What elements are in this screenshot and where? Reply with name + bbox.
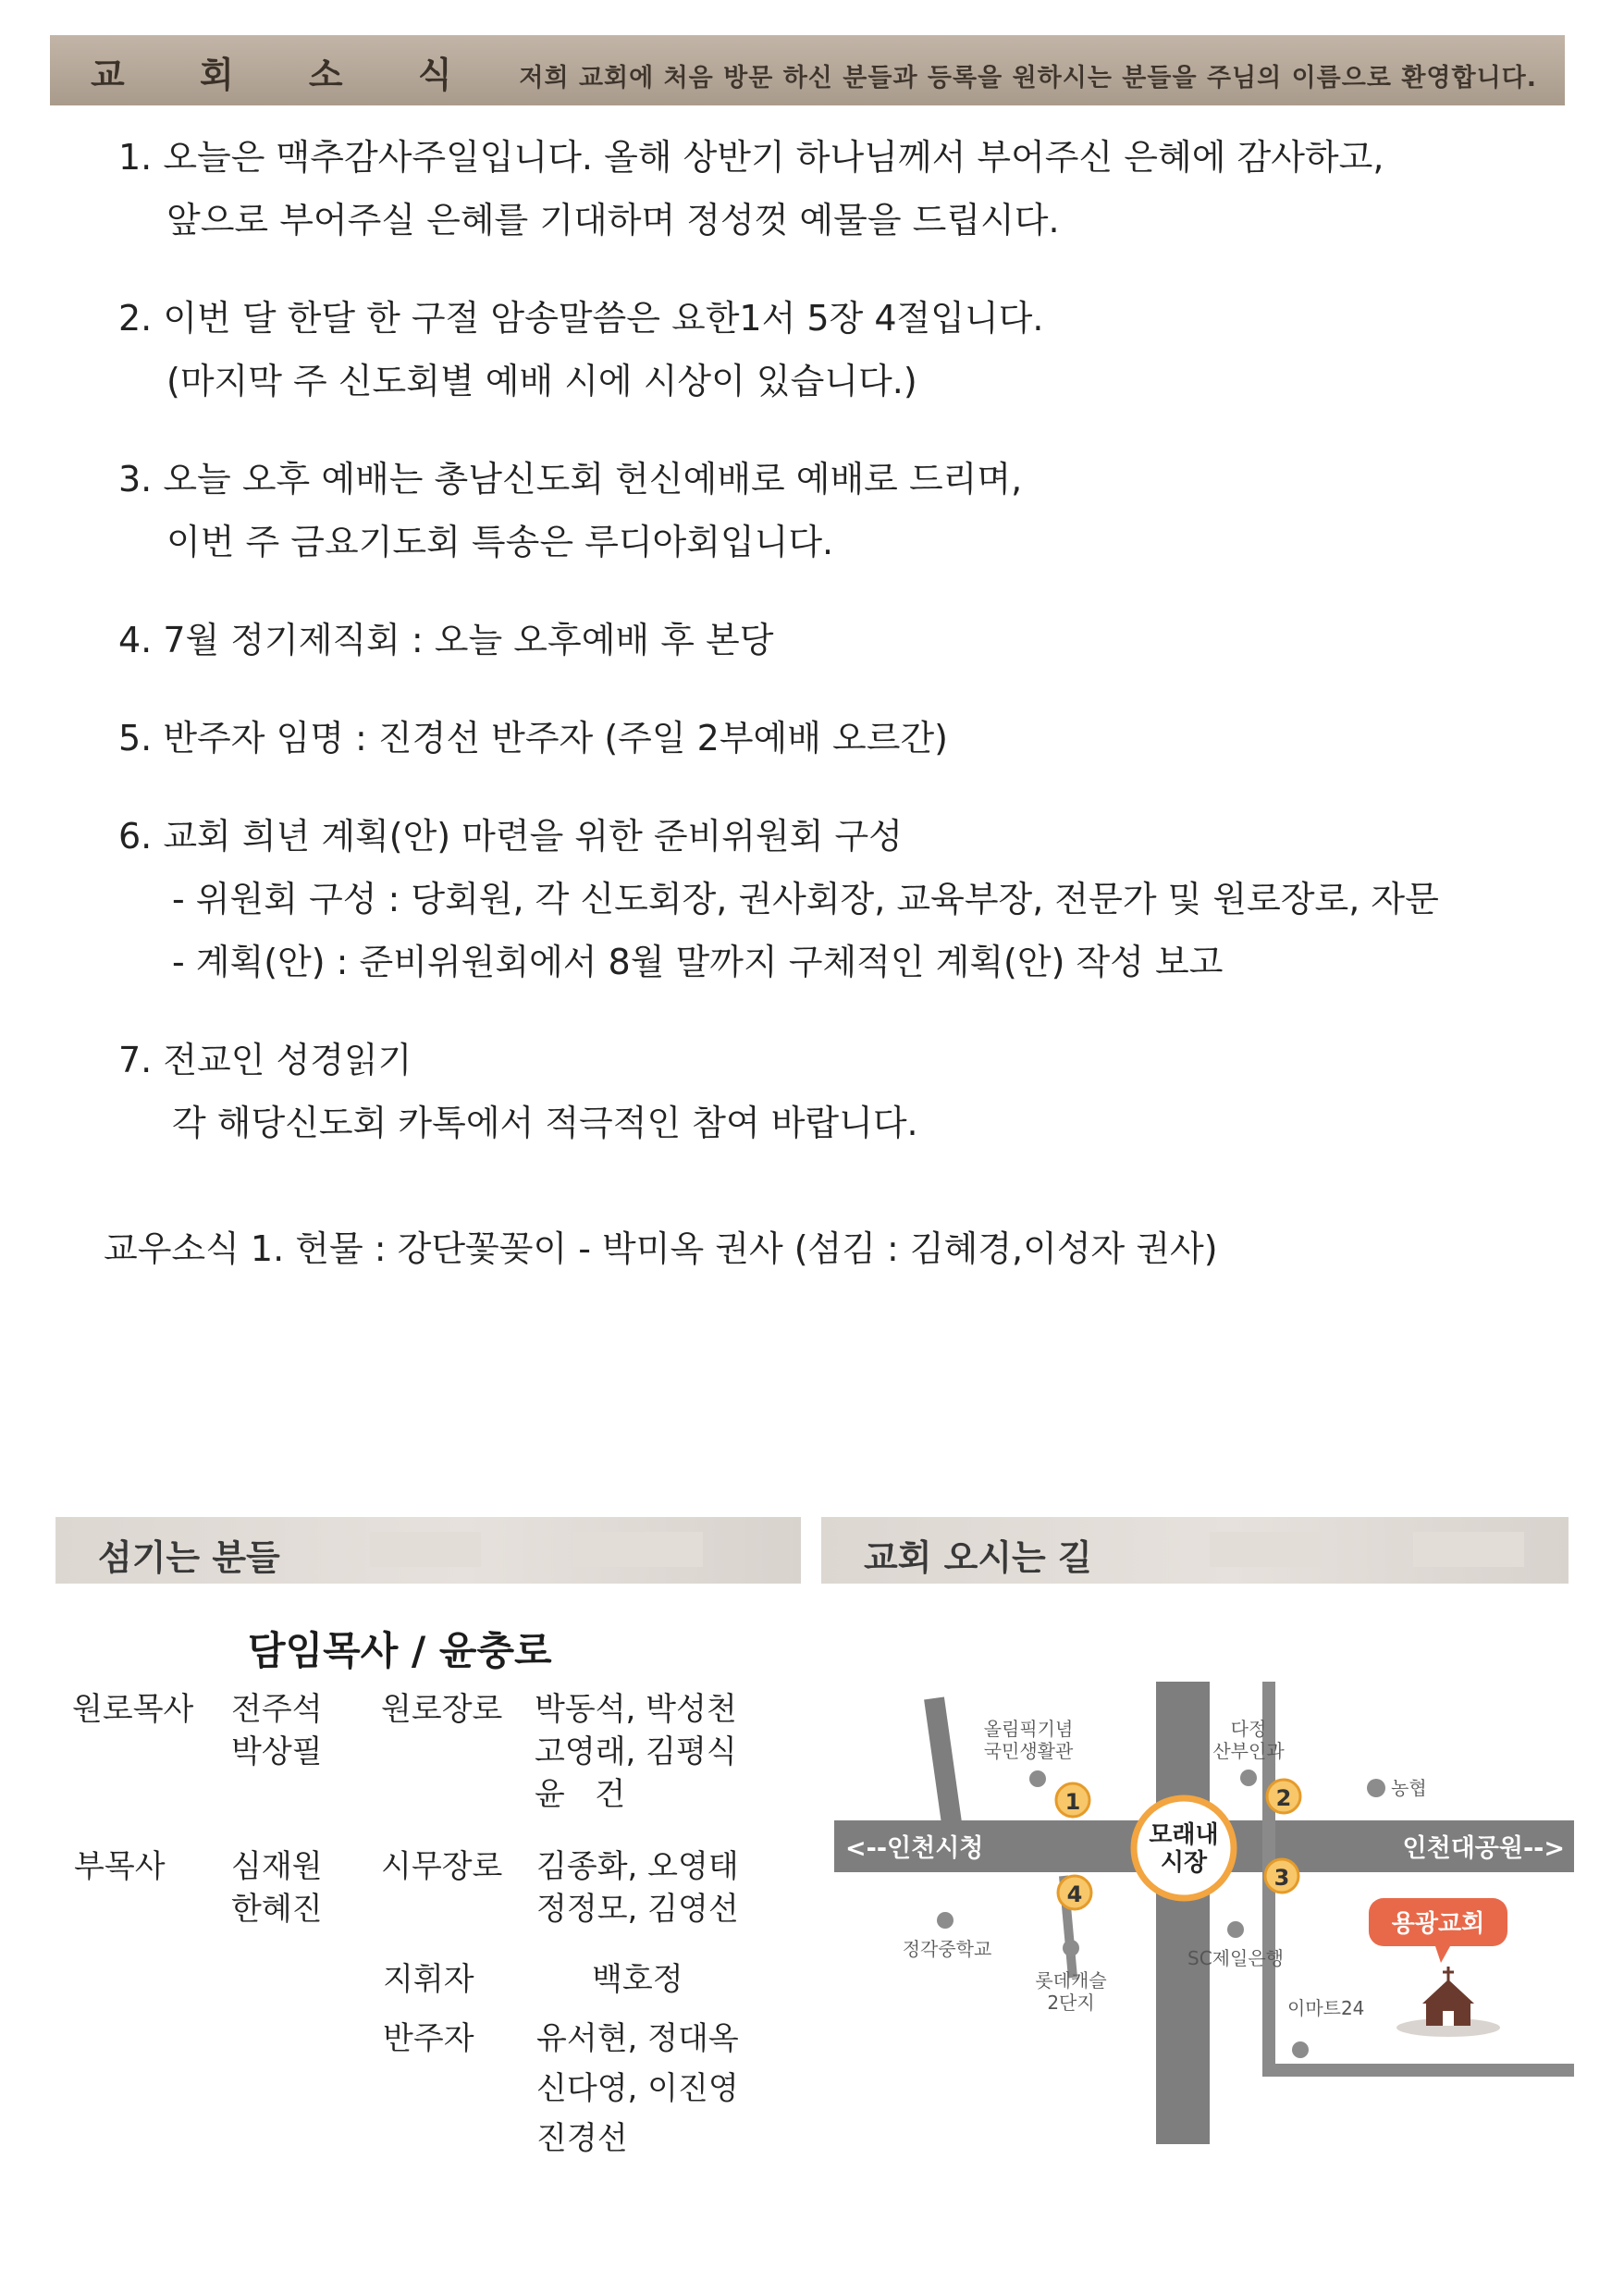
exit-2-label: 2 bbox=[1275, 1785, 1292, 1811]
exit-1-label: 1 bbox=[1064, 1789, 1081, 1815]
church-badge-pointer bbox=[1435, 1946, 1450, 1963]
center-line-1: 모래내 bbox=[1149, 1821, 1219, 1849]
landmark-sc-bank: SC제일은행 bbox=[1187, 1947, 1284, 1969]
notice-5: 5. 반주자 임명 : 진경선 반주자 (주일 2부예배 오르간) bbox=[118, 718, 948, 758]
header-bar bbox=[50, 35, 1565, 105]
elder-names: 정정모, 김영선 bbox=[536, 1891, 739, 1928]
emeritus-elder-names: 고영래, 김평식 bbox=[535, 1733, 737, 1770]
emeritus-pastor-name: 박상필 bbox=[231, 1733, 323, 1770]
notice-7-line-2: 각 해당신도회 카톡에서 적극적인 참여 바랍니다. bbox=[172, 1103, 918, 1143]
left-road-label: <--인천시청 bbox=[845, 1834, 984, 1863]
role-label-associate-pastor: 부목사 bbox=[74, 1848, 166, 1885]
landmark-dot bbox=[1367, 1779, 1385, 1797]
notice-4: 4. 7월 정기제직회 : 오늘 오후예배 후 본당 bbox=[118, 620, 774, 660]
landmark-dot bbox=[937, 1912, 953, 1929]
accompanist-names: 유서현, 정대옥 bbox=[536, 2020, 739, 2057]
welcome-message: 저희 교회에 처음 방문 하신 분들과 등록을 원하시는 분들을 주님의 이름으로 환영합니다. bbox=[519, 64, 1537, 92]
emeritus-pastor-name: 전주석 bbox=[231, 1691, 323, 1728]
notice-2-line-2: (마지막 주 신도회별 예배 시에 시상이 있습니다.) bbox=[166, 361, 917, 401]
notice-3-line-1: 3. 오늘 오후 예배는 총남신도회 헌신예배로 예배로 드리며, bbox=[118, 459, 1023, 500]
road bbox=[934, 1698, 953, 1830]
staff-section-bar bbox=[55, 1517, 801, 1584]
notice-1-line-1: 1. 오늘은 맥추감사주일입니다. 올해 상반기 하나님께서 부어주신 은혜에 감사하고, bbox=[118, 137, 1384, 178]
landmark-dot bbox=[1227, 1921, 1244, 1938]
church-name: 용광교회 bbox=[1391, 1910, 1485, 1938]
church-icon bbox=[1396, 1967, 1500, 2037]
associate-pastor-name: 심재원 bbox=[231, 1848, 323, 1885]
landmark-clinic-1: 다정 bbox=[1230, 1718, 1267, 1740]
senior-pastor: 담임목사 / 윤충로 bbox=[248, 1628, 552, 1673]
notice-6-line-2: - 위원회 구성 : 당회원, 각 신도회장, 권사회장, 교육부장, 전문가 및 원로장로, 자문 bbox=[172, 879, 1439, 919]
right-road-label: 인천대공원--> bbox=[1402, 1834, 1565, 1863]
faded-pattern bbox=[370, 1532, 481, 1567]
exit-3-label: 3 bbox=[1273, 1865, 1290, 1891]
faded-pattern bbox=[1210, 1532, 1321, 1567]
role-label-conductor: 지휘자 bbox=[383, 1961, 474, 1998]
landmark-clinic-2: 산부인과 bbox=[1212, 1740, 1285, 1762]
landmark-olympic-2: 국민생활관 bbox=[983, 1740, 1074, 1762]
notice-6-line-1: 6. 교회 희년 계획(안) 마련을 위한 준비위원회 구성 bbox=[118, 816, 903, 857]
role-label-emeritus-elder: 원로장로 bbox=[381, 1691, 503, 1728]
role-label-accompanist: 반주자 bbox=[383, 2020, 474, 2057]
notice-6-line-3: - 계획(안) : 준비위원회에서 8월 말까지 구체적인 계획(안) 작성 보고 bbox=[172, 942, 1224, 982]
conductor-name: 백호정 bbox=[592, 1961, 683, 1998]
landmark-nonghyup: 농협 bbox=[1391, 1777, 1427, 1799]
landmark-dot bbox=[1292, 2041, 1309, 2058]
staff-section-title: 섬기는 분들 bbox=[98, 1537, 280, 1578]
road-vertical bbox=[1156, 1682, 1210, 2144]
landmark-dot bbox=[1240, 1770, 1257, 1786]
landmark-olympic-1: 올림픽기념 bbox=[983, 1718, 1074, 1740]
faded-pattern bbox=[573, 1532, 703, 1567]
role-label-elder: 시무장로 bbox=[381, 1848, 503, 1885]
landmark-school: 정각중학교 bbox=[902, 1938, 992, 1960]
section-title-church-news: 교 회 소 식 bbox=[91, 55, 484, 95]
role-label-emeritus-pastor: 원로목사 bbox=[72, 1691, 194, 1728]
faded-pattern bbox=[1413, 1532, 1524, 1567]
map-section-bar bbox=[821, 1517, 1569, 1584]
emeritus-elder-names: 윤 건 bbox=[535, 1776, 626, 1813]
accompanist-names: 진경선 bbox=[536, 2120, 628, 2157]
notice-3-line-2: 이번 주 금요기도회 특송은 루디아회입니다. bbox=[166, 522, 834, 562]
directions-map bbox=[834, 1682, 1574, 2163]
notice-7-line-1: 7. 전교인 성경읽기 bbox=[118, 1040, 412, 1080]
elder-names: 김종화, 오영태 bbox=[536, 1848, 739, 1885]
landmark-lotte-1: 롯데캐슬 bbox=[1035, 1969, 1107, 1992]
notice-1-line-2: 앞으로 부어주실 은혜를 기대하며 정성껏 예물을 드립시다. bbox=[166, 200, 1060, 240]
member-news: 교우소식 1. 헌물 : 강단꽃꽂이 - 박미옥 권사 (섬김 : 김혜경,이성자 권사) bbox=[104, 1228, 1218, 1269]
exit-4-label: 4 bbox=[1066, 1881, 1083, 1907]
center-line-2: 시장 bbox=[1160, 1849, 1208, 1877]
landmark-emart: 이마트24 bbox=[1287, 1997, 1365, 2019]
landmark-dot bbox=[1029, 1770, 1046, 1787]
landmark-lotte-2: 2단지 bbox=[1047, 1992, 1095, 2014]
map-section-title: 교회 오시는 길 bbox=[864, 1537, 1092, 1578]
associate-pastor-name: 한혜진 bbox=[231, 1891, 323, 1928]
emeritus-elder-names: 박동석, 박성천 bbox=[535, 1691, 737, 1728]
notice-2-line-1: 2. 이번 달 한달 한 구절 암송말씀은 요한1서 5장 4절입니다. bbox=[118, 298, 1044, 339]
landmark-dot bbox=[1063, 1940, 1079, 1956]
accompanist-names: 신다영, 이진영 bbox=[536, 2070, 739, 2107]
